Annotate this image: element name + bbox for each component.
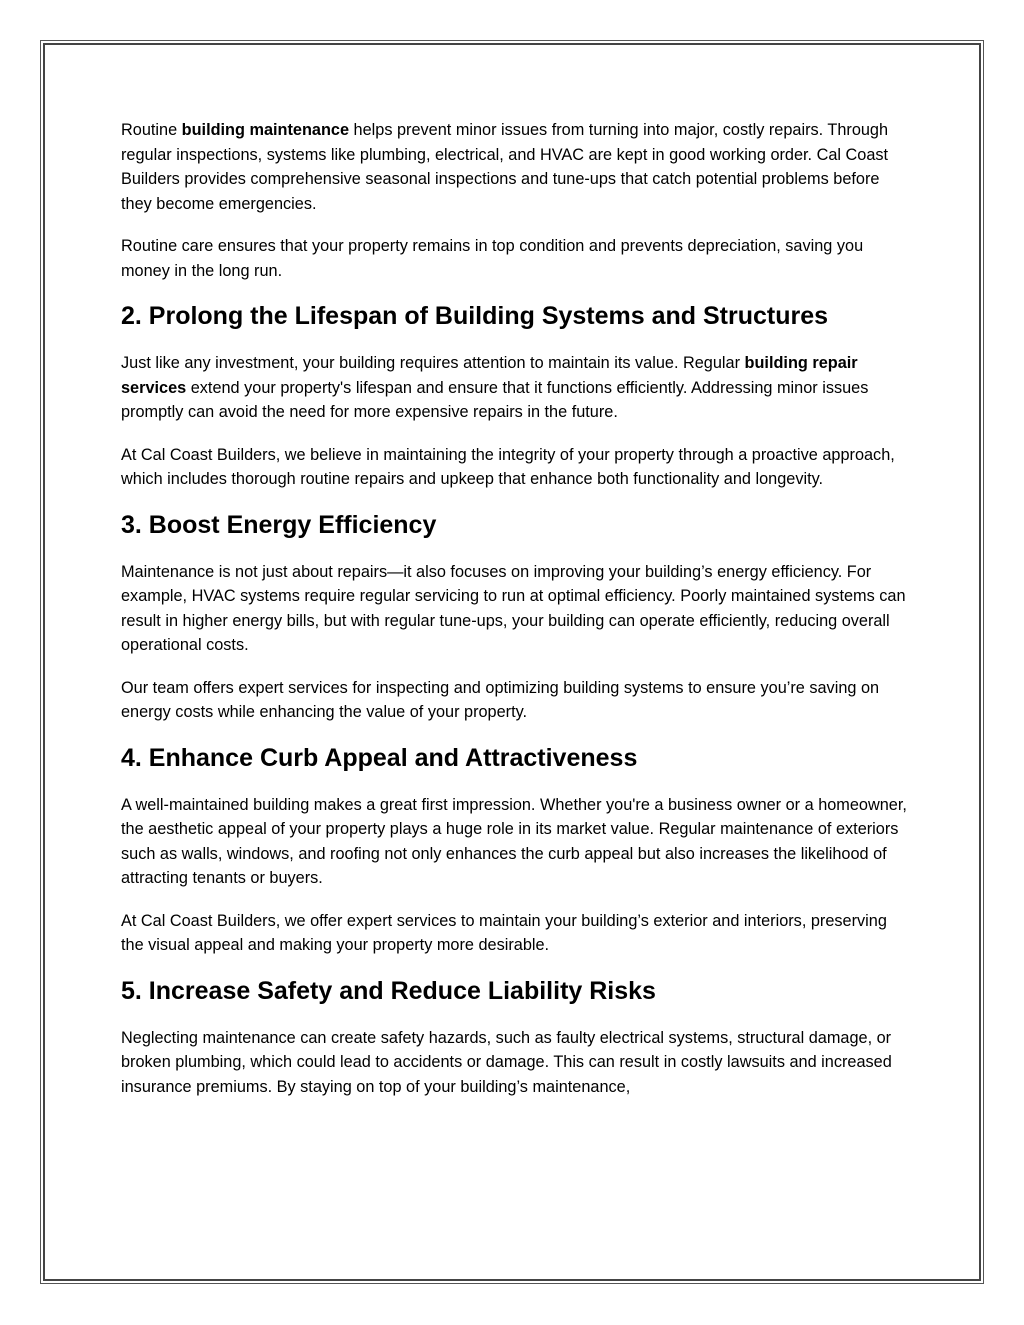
- section-5-paragraph-1: Neglecting maintenance can create safety hazards, such as faulty electrical systems, structural damage, or broken plumbing, which could lead to accidents or damage. This can result in costly lawsuits and increased insurance premiums. By staying on top of your building’s maintenance,: [121, 1028, 892, 1096]
- section-2-heading: 2. Prolong the Lifespan of Building Systems and Structures: [121, 302, 829, 330]
- section-2-paragraph-1: Just like any investment, your building requires attention to maintain its value. Regular building repair services extend your property's lifespan and ensure that it functions efficiently. Addressing minor issues promptly can avoid the need for more expensive repairs in the future.: [121, 354, 869, 421]
- intro-paragraph-1: Routine building maintenance helps prevent minor issues from turning into major, costly repairs. Through regular inspections, systems like plumbing, electrical, and HVAC are kept in good working order. Cal Coast Builders provides comprehensive seasonal inspections and tune-ups that catch potential problems before they become emergencies.: [121, 121, 889, 213]
- section-4-heading: 4. Enhance Curb Appeal and Attractiveness: [121, 743, 638, 772]
- intro-paragraph-2: Routine care ensures that your property remains in top condition and prevents depreciation, saving you money in the long run.: [121, 237, 864, 280]
- keyword-building-repair-services: building repair services: [121, 354, 858, 397]
- section-4-paragraph-1: A well-maintained building makes a great first impression. Whether you're a business owner or a homeowner, the aesthetic appeal of your property plays a huge role in its market value. Regular maintenance of exteriors such as walls, windows, and roofing not only enhances the curb appeal but also increases the likelihood of attracting tenants or buyers.: [121, 795, 907, 887]
- section-3-paragraph-1: Maintenance is not just about repairs—it also focuses on improving your building’s energy efficiency. For example, HVAC systems require regular servicing to run at optimal efficiency. Poorly maintained systems can result in higher energy bills, but with regular tune-ups, your building can operate efficiently, reducing overall operational costs.: [121, 562, 906, 654]
- section-4-paragraph-2: At Cal Coast Builders, we offer expert services to maintain your building’s exterior and interiors, preserving the visual appeal and making your property more desirable.: [121, 911, 887, 954]
- section-2-paragraph-2: At Cal Coast Builders, we believe in maintaining the integrity of your property through a proactive approach, which includes thorough routine repairs and upkeep that enhance both functionality and longevity.: [121, 445, 895, 488]
- section-3-paragraph-2: Our team offers expert services for inspecting and optimizing building systems to ensure you’re saving on energy costs while enhancing the value of your property.: [121, 678, 880, 721]
- document-body: [121, 118, 911, 1117]
- keyword-building-maintenance: building maintenance: [181, 121, 350, 139]
- section-5-heading: 5. Increase Safety and Reduce Liability Risks: [121, 976, 656, 1005]
- section-3-heading: 3. Boost Energy Efficiency: [121, 510, 437, 539]
